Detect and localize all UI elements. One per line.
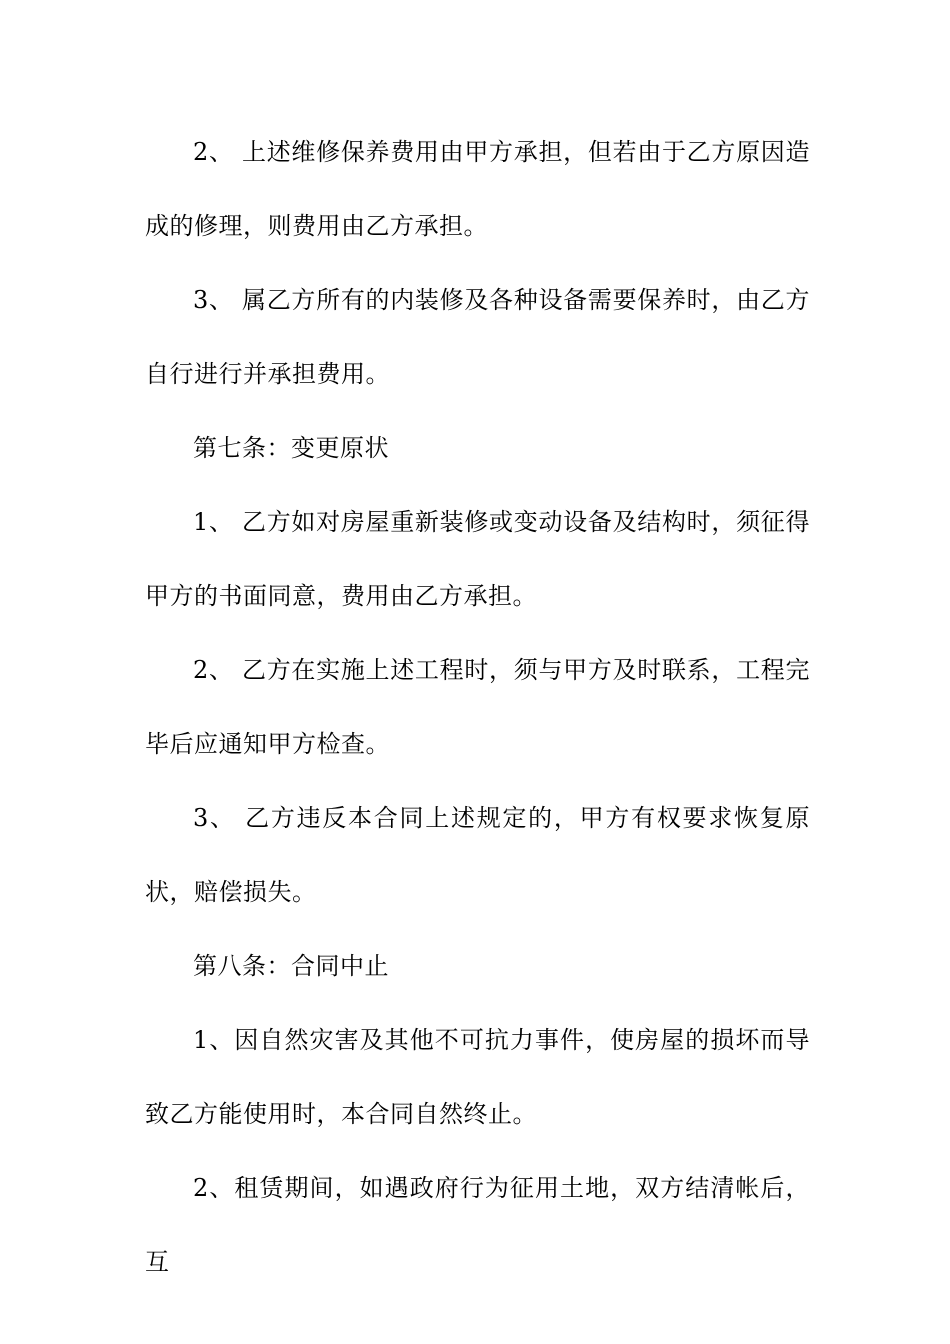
clause-paragraph: 2、租赁期间，如遇政府行为征用土地，双方结清帐后，互 (145, 1174, 810, 1276)
clause-paragraph: 3、 乙方违反本合同上述规定的，甲方有权要求恢复原状，赔偿损失。 (145, 804, 810, 906)
clause-paragraph: 1、因自然灾害及其他不可抗力事件，使房屋的损坏而导致乙方能使用时，本合同自然终止。 (145, 1026, 810, 1128)
clause-paragraph: 3、 属乙方所有的内装修及各种设备需要保养时，由乙方自行进行并承担费用。 (145, 286, 810, 388)
clause-paragraph: 2、 乙方在实施上述工程时，须与甲方及时联系，工程完毕后应通知甲方检查。 (145, 656, 810, 758)
article-heading: 第七条：变更原状 (193, 434, 389, 462)
clause-paragraph: 1、 乙方如对房屋重新装修或变动设备及结构时，须征得甲方的书面同意，费用由乙方承担。 (145, 508, 810, 610)
article-heading: 第八条：合同中止 (193, 952, 389, 980)
document-body (145, 115, 810, 1299)
clause-paragraph: 2、 上述维修保养费用由甲方承担，但若由于乙方原因造成的修理，则费用由乙方承担。 (145, 138, 810, 240)
